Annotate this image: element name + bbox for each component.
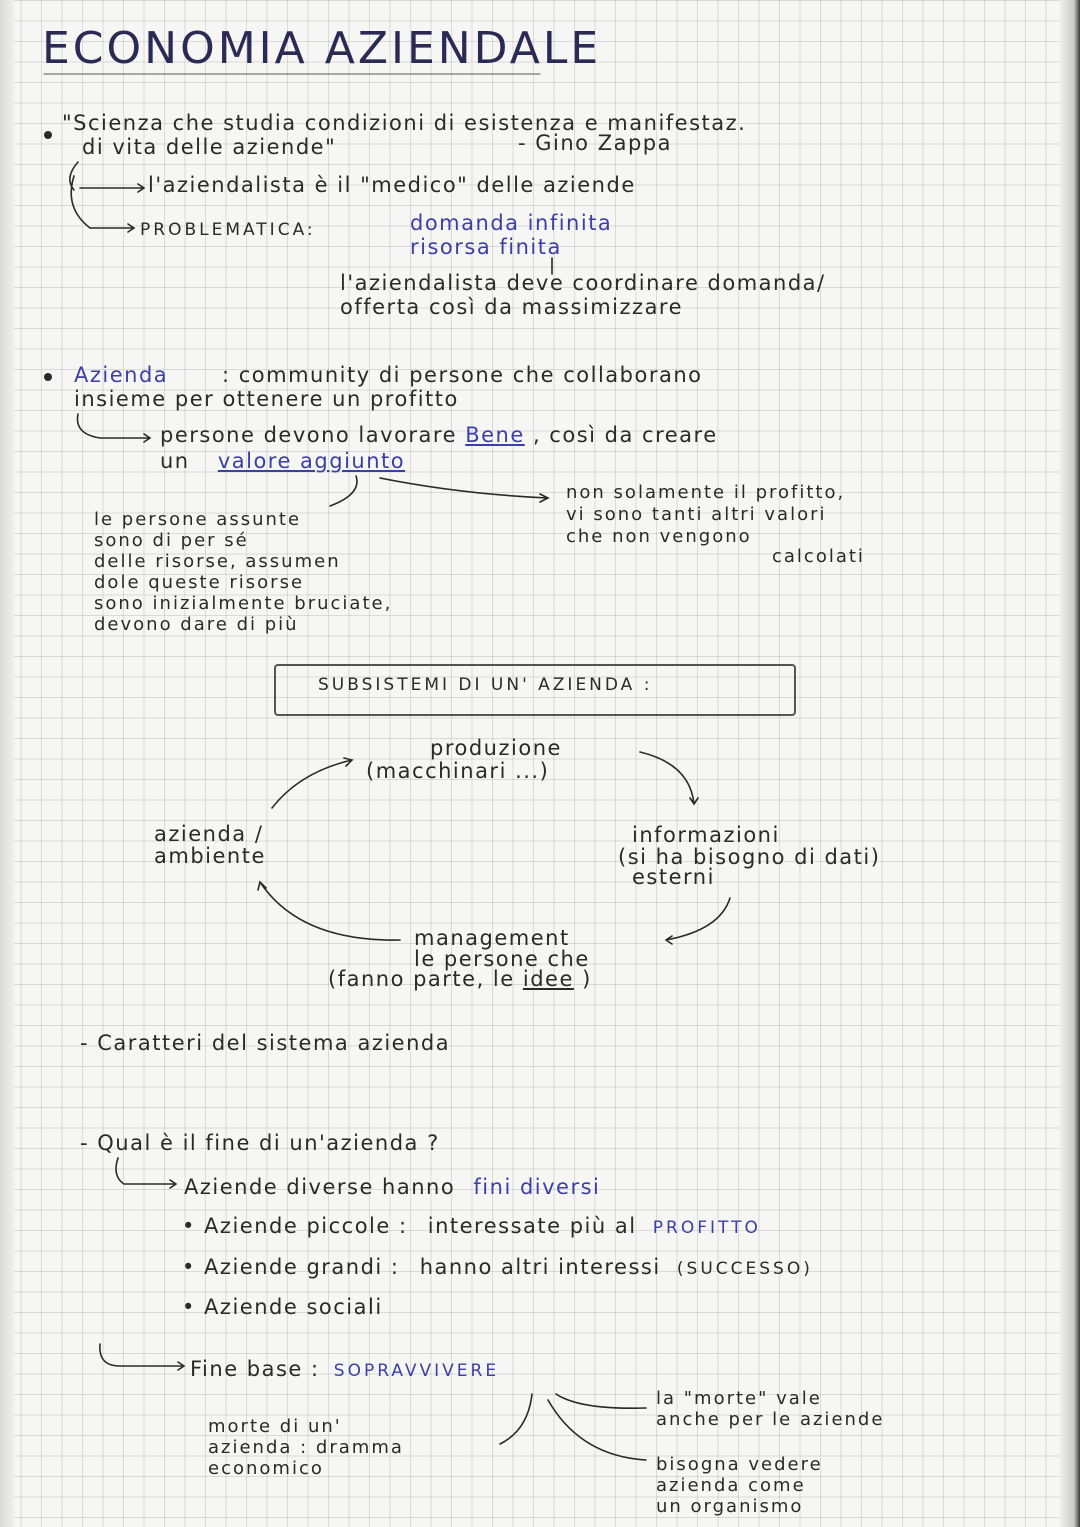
left-note-line: dole queste risorse	[94, 572, 305, 593]
arrow-medico	[80, 184, 144, 192]
cycle-arrow-right	[640, 752, 698, 804]
persone-text-a: persone devono lavorare	[160, 423, 458, 447]
management-paren: )	[582, 967, 592, 991]
right-note-line: che non vengono	[566, 526, 752, 547]
left-note-line: sono di per sé	[94, 530, 249, 551]
node-informazioni-sub: (si ha bisogno di dati)	[618, 845, 881, 869]
fine-question: - Qual è il fine di un'azienda ?	[80, 1131, 440, 1155]
fine-item-label: • Aziende sociali	[182, 1295, 383, 1319]
branch-right	[380, 478, 548, 502]
morte-line3: economico	[208, 1458, 324, 1479]
azienda-term: Azienda	[74, 363, 169, 387]
organismo-line1: bisogna vedere	[656, 1454, 823, 1475]
azienda-def-line2: insieme per ottenere un profitto	[74, 387, 459, 411]
idee-word: idee	[522, 967, 574, 991]
coordinare-line2: offerta così da massimizzare	[340, 295, 684, 319]
bene-word: Bene	[465, 423, 525, 447]
cycle-arrow-bottom-right	[666, 898, 730, 944]
cycle-arrow-top	[272, 758, 352, 808]
fine-item-label: • Aziende piccole :	[182, 1214, 408, 1238]
problematica-label: PROBLEMATICA:	[140, 220, 316, 240]
organismo-line2: azienda come	[656, 1475, 806, 1496]
left-note-line: le persone assunte	[94, 509, 302, 530]
coordinare-line1: l'aziendalista deve coordinare domanda/	[340, 271, 826, 295]
definition-bracket	[70, 162, 90, 228]
sopravvivere-right1	[556, 1394, 646, 1408]
left-note-line: delle risorse, assumen	[94, 551, 341, 572]
fine-item-extra: (SUCCESSO)	[676, 1259, 813, 1279]
cycle-arrow-bottom-left	[258, 882, 400, 940]
arrow-problematica	[90, 224, 134, 232]
domanda-infinita: domanda infinita	[410, 211, 613, 235]
node-azienda: azienda /	[154, 822, 264, 846]
fine-base-value: SOPRAVVIVERE	[333, 1361, 500, 1381]
right-note-line: non solamente il profitto,	[566, 482, 846, 503]
fine-bracket	[116, 1158, 176, 1188]
aziendalista-medico: l'aziendalista è il "medico" delle aziende	[148, 173, 636, 197]
node-management-sub: le persone che	[414, 947, 590, 971]
definition-quote-line1: "Scienza che studia condizioni di esistenza e manifestaz.	[62, 111, 747, 135]
fine-item-value: hanno altri interessi	[419, 1255, 661, 1279]
fine-base-label: Fine base :	[190, 1357, 320, 1381]
morte-vale-line2: anche per le aziende	[656, 1409, 885, 1430]
fini-diversi: fini diversi	[473, 1175, 601, 1199]
azienda-def-line1: : community di persone che collaborano	[222, 363, 703, 387]
un-word: un	[160, 449, 190, 473]
risorsa-finita: risorsa finita	[410, 235, 562, 259]
node-ambiente: ambiente	[154, 844, 266, 868]
node-produzione-sub: (macchinari ...)	[366, 759, 550, 783]
organismo-line3: un organismo	[656, 1496, 804, 1517]
node-management: management	[414, 926, 570, 950]
morte-line1: morte di un'	[208, 1416, 342, 1437]
valore-aggiunto: valore aggiunto	[217, 449, 406, 473]
fine-answer-a: Aziende diverse hanno	[184, 1175, 456, 1199]
azienda-bracket	[77, 414, 150, 442]
morte-vale-line1: la "morte" vale	[656, 1388, 822, 1409]
management-text: (fanno parte, le	[328, 967, 515, 991]
persone-text-c: , così da creare	[532, 423, 718, 447]
fine-item-extra: PROFITTO	[652, 1218, 761, 1238]
page-title: ECONOMIA AZIENDALE	[42, 23, 602, 74]
morte-line2: azienda : dramma	[208, 1437, 404, 1458]
definition-quote-line2: di vita delle aziende"	[82, 135, 337, 159]
branch-left	[330, 476, 357, 506]
node-produzione: produzione	[430, 736, 562, 760]
fine-base-bracket	[100, 1344, 184, 1370]
right-note-line: vi sono tanti altri valori	[566, 504, 827, 525]
fine-item-value: interessate più al	[427, 1214, 637, 1238]
fine-item-label: • Aziende grandi :	[182, 1255, 400, 1279]
node-informazioni: informazioni	[632, 823, 780, 847]
subsystems-heading: SUBSISTEMI DI UN' AZIENDA :	[318, 675, 653, 695]
node-informazioni-sub2: esterni	[632, 865, 715, 889]
right-note-line: calcolati	[772, 546, 865, 567]
sopravvivere-left	[500, 1394, 532, 1444]
left-note-line: sono inizialmente bruciate,	[94, 593, 393, 614]
left-note-line: devono dare di più	[94, 614, 299, 635]
caratteri-line: - Caratteri del sistema azienda	[80, 1031, 451, 1055]
definition-author: - Gino Zappa	[518, 131, 672, 155]
